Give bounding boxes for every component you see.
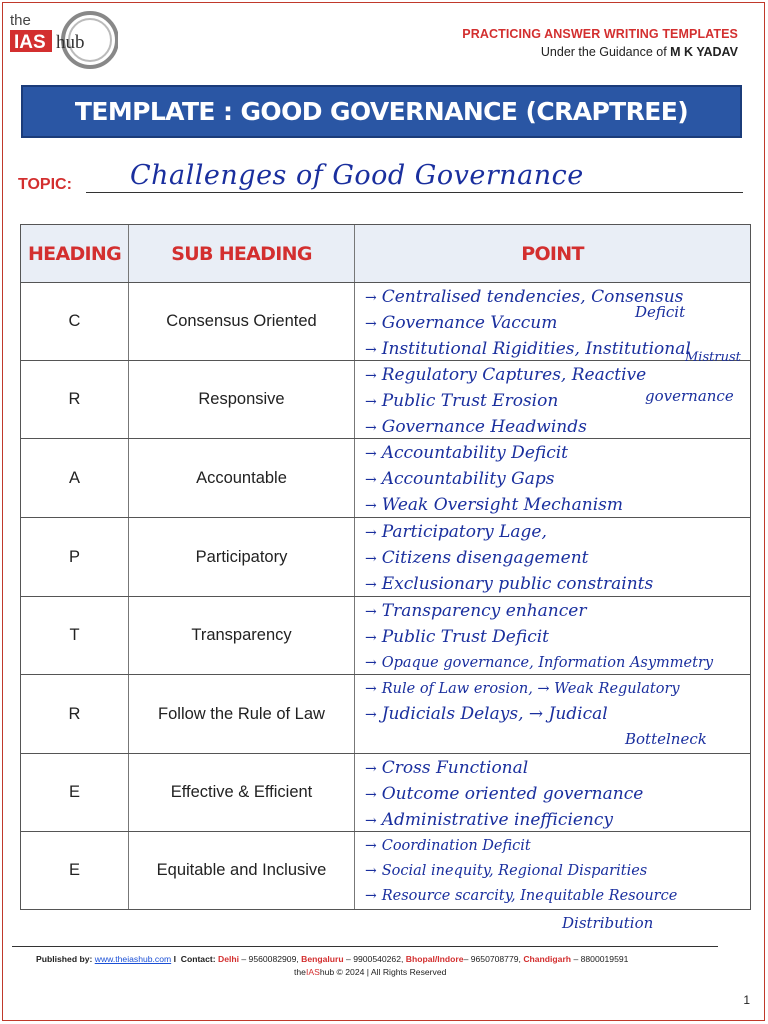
page-title: TEMPLATE : GOOD GOVERNANCE (CRAPTREE) [74,97,689,126]
point: → Citizens disengagement [365,548,589,568]
table-row [20,754,751,832]
header-text [462,27,738,59]
row-points [355,283,750,365]
point: → Centralised tendencies, Consensus [365,287,684,307]
point: → Opaque governance, Information Asymmetry [365,655,714,671]
table-row [20,675,751,754]
topic-underline [86,192,743,193]
point: → Judicials Delays, → Judical [365,704,608,724]
table-row [20,283,751,365]
page-number: 1 [743,993,750,1007]
point: → Governance Headwinds [365,417,587,437]
table-row [20,518,751,597]
row-subheading: Accountable [129,439,355,517]
point: → Institutional Rigidities, Institutional [365,339,691,359]
row-points [355,597,750,674]
row-letter: E [21,832,129,909]
header-point: POINT [521,242,584,265]
table-row [20,597,751,675]
row-subheading: Consensus Oriented [129,283,355,360]
point-note: Mistrust [685,350,741,365]
point-note: Bottelneck [625,730,707,748]
row-subheading: Equitable and Inclusive [129,832,355,909]
point: → Governance Vaccum [365,313,558,333]
row-letter: A [21,439,129,517]
point: → Cross Functional [365,758,529,778]
row-letter: R [21,675,129,753]
point: → Exclusionary public constraints [365,574,654,594]
footer-divider [12,946,718,947]
row-points [355,518,750,596]
row-points [355,439,750,517]
row-subheading: Effective & Efficient [129,754,355,831]
title-bar [21,85,742,138]
point-note: governance [645,387,734,405]
point: → Transparency enhancer [365,601,587,621]
point: → Accountability Deficit [365,443,569,463]
craptree-table [20,224,751,910]
point: → Public Trust Deficit [365,627,549,647]
point-note: Deficit [635,303,686,321]
website-link[interactable]: www.theiashub.com [94,954,172,964]
point: → Outcome oriented governance [365,784,644,804]
point: → Accountability Gaps [365,469,555,489]
row-letter: C [21,283,129,360]
point: → Regulatory Captures, Reactive [365,365,647,385]
point: → Coordination Deficit [365,838,531,854]
footer-copyright: theIAShub © 2024 | All Rights Reserved [294,967,447,977]
header-heading: HEADING [21,225,129,282]
header-line1: PRACTICING ANSWER WRITING TEMPLATES [462,27,738,41]
row-letter: E [21,754,129,831]
logo-ias: IAS [14,32,46,53]
table-row [20,832,751,910]
topic-value: Challenges of Good Governance [130,160,584,191]
topic-label: TOPIC: [18,176,72,193]
logo-the: the [10,12,31,29]
point: → Public Trust Erosion [365,391,559,411]
header-guidance: Under the Guidance of M K YADAV [540,45,738,59]
point: → Resource scarcity, Inequitable Resource [365,888,678,904]
point-note: Distribution [562,914,654,932]
logo-hub: hub [56,32,85,53]
row-subheading: Participatory [129,518,355,596]
row-letter: T [21,597,129,674]
row-points [355,832,750,909]
row-subheading: Transparency [129,597,355,674]
row-points [355,754,750,831]
row-subheading: Follow the Rule of Law [129,675,355,753]
header-subheading: SUB HEADING [129,225,355,282]
point: → Rule of Law erosion, → Weak Regulatory [365,681,680,697]
table-row [20,439,751,518]
table-row [20,361,751,439]
point: → Administrative inefficiency [365,810,614,830]
row-subheading: Responsive [129,361,355,438]
point: → Participatory Lage, [365,522,547,542]
footer-contact: Published by: www.theiashub.com I Contact: Delhi – 9560082909, Bengaluru – 9900540262, Bhopal/Indore– 9650708779, Chandigarh – 8800019591 [36,954,629,964]
row-letter: R [21,361,129,438]
point: → Social inequity, Regional Disparities [365,863,648,879]
table-header [20,224,751,283]
iashub-logo [8,6,118,72]
row-points [355,361,750,438]
point: → Weak Oversight Mechanism [365,495,623,515]
row-points [355,675,750,753]
row-letter: P [21,518,129,596]
